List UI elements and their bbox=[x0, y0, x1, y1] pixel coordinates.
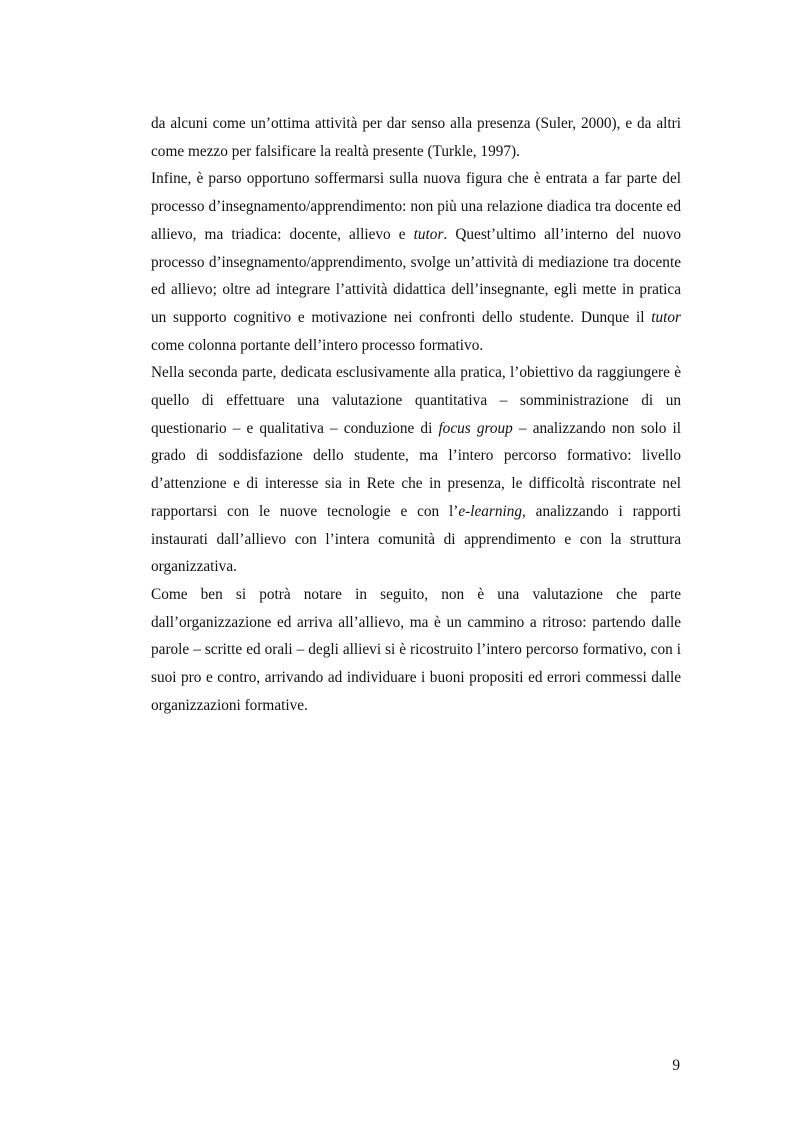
paragraph bbox=[151, 581, 681, 720]
paragraph bbox=[151, 110, 681, 165]
text-segment: – analizzando non solo il grado di soddisfazione dello studente, ma l’intero percorso formativo: livello d’attenzione e di interesse sia in Rete che in presenza, le difficoltà riscontrate nel rapportarsi con le nuove tecnologie e con l’ bbox=[151, 419, 682, 520]
text-segment: come colonna portante dell’intero processo formativo. bbox=[151, 336, 484, 354]
text-segment: . Quest’ultimo all’interno del nuovo processo d’insegnamento/apprendimento, svolge un’attività di mediazione tra docente ed allievo; oltre ad integrare l’attività didattica dell’insegnante, egli mette in pratica un supporto cognitivo e motivazione nei confronti dello studente. Dunque il bbox=[151, 225, 681, 326]
text-segment: Nella seconda parte, dedicata esclusivamente alla pratica, l’obiettivo da raggiungere è quello di effettuare una valutazione quantitativa – somministrazione di un questionario – e qualitativa – conduzione di bbox=[151, 364, 681, 437]
text-segment: Come ben si potrà notare in seguito, non è una valutazione che parte dall’organizzazione ed arriva all’allievo, ma è un cammino a ritroso: partendo dalle parole – scritte ed orali – degli allievi si è ricostruito l’intero percorso formativo, con i suoi pro e contro, arrivando ad individuare i buoni propositi ed errori commessi dalle organizzazioni formative. bbox=[151, 585, 681, 714]
text-segment: da alcuni come un’ottima attività per dar senso alla presenza (Suler, 2000), e da altri come mezzo per falsificare la realtà presente (Turkle, 1997). bbox=[151, 115, 681, 160]
paragraph bbox=[151, 359, 681, 581]
paragraph bbox=[151, 165, 681, 359]
page-number: 9 bbox=[672, 1057, 680, 1074]
italic-term: tutor bbox=[413, 225, 444, 243]
italic-term: tutor bbox=[651, 308, 681, 326]
italic-term: e-learning bbox=[458, 502, 523, 520]
text-segment: , analizzando i rapporti instaurati dall’allievo con l’intera comunità di apprendimento e con la struttura organizzativa. bbox=[151, 502, 681, 576]
body-text bbox=[151, 110, 681, 719]
italic-term: focus group bbox=[438, 419, 513, 437]
text-segment: Infine, è parso opportuno soffermarsi sulla nuova figura che è entrata a far parte del processo d’insegnamento/apprendimento: non più una relazione diadica tra docente ed allievo, ma triadica: docente, allievo e bbox=[151, 170, 681, 243]
